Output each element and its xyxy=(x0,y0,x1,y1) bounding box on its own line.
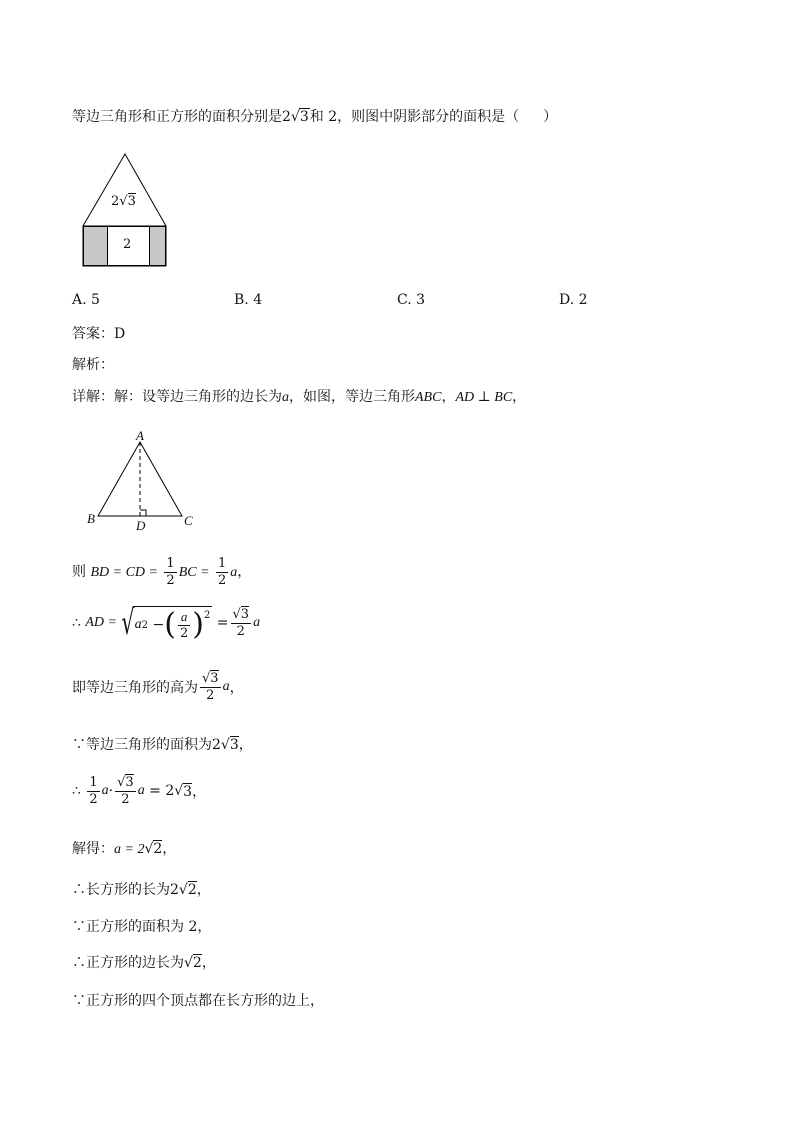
step-5: ∴ $\frac{1}{2}$ a · $\frac{√3}{2}$ a = 2 √ 3 ， xyxy=(72,775,207,807)
step-3: 即等边三角形的高为 $\frac{√3}{2}$ a ， xyxy=(72,671,244,703)
step-6: 解得：a = 2√2， xyxy=(72,841,177,857)
step-9: ∴正方形的边长为√2， xyxy=(72,955,216,971)
step-2: ∴ AD = √ a 2 − ( $\frac{a}{2}$ ) $^2$ = $\frac{√3}{2}$ a xyxy=(72,603,261,643)
figure1-shade-right xyxy=(150,227,166,266)
step-4: ∵等边三角形的面积为2√3， xyxy=(72,737,253,753)
answer-value: D xyxy=(114,326,126,342)
label-d: D xyxy=(136,518,146,533)
label-b: B xyxy=(87,511,95,526)
var-a: a xyxy=(282,390,289,405)
step-1: 则 BD = CD = $\frac{1}{2}$ BC = $\frac{1}{2}$ a， xyxy=(72,556,252,588)
question-line xyxy=(72,106,557,126)
option-c[interactable]: C. 3 xyxy=(397,292,426,308)
detail-line: 详解：解：设等边三角形的边长为a，如图，等边三角形ABC，AD ⊥ BC， xyxy=(72,389,527,405)
frac-half: $\frac{1}{2}$ xyxy=(166,556,175,588)
option-a[interactable]: A. 5 xyxy=(72,292,100,308)
sqrt-expression: √ a 2 − ( $\frac{a}{2}$ ) $^2$ xyxy=(121,603,211,643)
figure1-triangle-label: 2√3 xyxy=(111,194,136,209)
figure2-right-angle xyxy=(140,510,146,516)
figure1-shade-left xyxy=(84,227,108,266)
figure1-square-label: 2 xyxy=(123,237,132,252)
analysis-label: 解析： xyxy=(72,357,114,373)
step-10: ∵正方形的四个顶点都在长方形的边上， xyxy=(72,993,324,1009)
frac-half-2: $\frac{1}{2}$ xyxy=(218,556,227,588)
option-b[interactable]: B. 4 xyxy=(234,292,263,308)
label-a: A xyxy=(136,428,144,443)
figure-triangle-rectangle xyxy=(80,150,170,270)
answer-label: 答案： xyxy=(72,326,114,342)
answer-line xyxy=(72,323,125,343)
figure1-triangle xyxy=(83,154,166,226)
label-c: C xyxy=(184,513,193,528)
step-8: ∵正方形的面积为 2， xyxy=(72,919,212,935)
question-area-triangle: 2√3 xyxy=(282,109,309,125)
step-7: ∴长方形的长为2√2， xyxy=(72,882,211,898)
question-text-end: ） xyxy=(543,109,558,125)
question-text-before: 等边三角形和正方形的面积分别是 xyxy=(72,109,282,125)
option-d[interactable]: D. 2 xyxy=(559,292,588,308)
question-text-mid: 和 2，则图中阴影部分的面积是（ xyxy=(309,109,520,125)
